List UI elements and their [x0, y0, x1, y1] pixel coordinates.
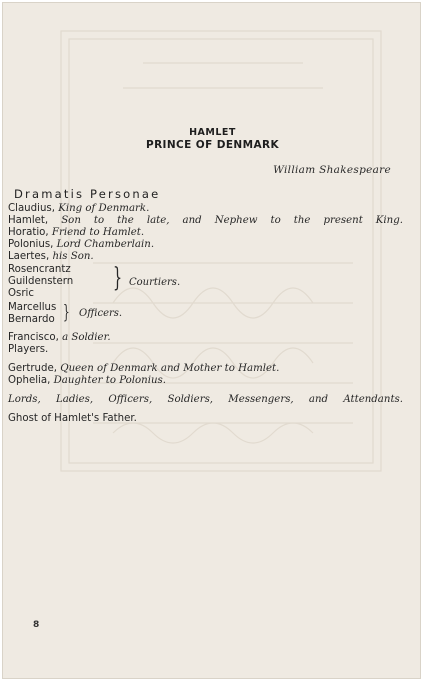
character-marcellus: Marcellus	[8, 302, 57, 313]
character-francisco	[8, 332, 111, 343]
character-guildenstern: Guildenstern	[8, 276, 74, 287]
section-heading: Dramatis Personae	[14, 187, 161, 201]
character-laertes	[8, 251, 94, 262]
play-subtitle: PRINCE OF DENMARK	[145, 139, 280, 151]
character-name: Polonius,	[8, 239, 54, 250]
character-description: Lord Chamberlain.	[56, 239, 155, 250]
character-name: Gertrude,	[8, 363, 57, 374]
page-number: 8	[33, 620, 40, 630]
character-players: Players.	[8, 344, 49, 355]
character-extras	[8, 394, 403, 405]
character-description: Queen of Denmark and Mother to Hamlet.	[60, 363, 280, 374]
character-gertrude	[8, 363, 279, 374]
character-description: Daughter to Polonius.	[53, 375, 167, 386]
character-rosencrantz: Rosencrantz	[8, 264, 71, 275]
character-name: Laertes,	[8, 251, 50, 262]
character-description: Son to the late, and Nephew to the present King.	[61, 215, 403, 226]
courtiers-label: Courtiers.	[129, 277, 181, 288]
character-description: a Soldier.	[62, 332, 111, 343]
character-hamlet	[8, 215, 403, 226]
character-ophelia	[8, 375, 166, 386]
character-bernardo: Bernardo	[8, 314, 55, 325]
character-name: Ophelia,	[8, 375, 51, 386]
character-osric: Osric	[8, 288, 34, 299]
character-name: Horatio,	[8, 227, 49, 238]
play-title: HAMLET	[189, 127, 236, 138]
courtiers-brace: }	[113, 263, 123, 293]
author-name: William Shakespeare	[273, 164, 391, 176]
character-polonius	[8, 239, 154, 250]
officers-brace: }	[63, 301, 70, 323]
officers-label: Officers.	[79, 308, 123, 319]
character-name: Claudius,	[8, 203, 55, 214]
character-description: Friend to Hamlet.	[51, 227, 145, 238]
character-description: his Son.	[52, 251, 94, 262]
extras-text: Lords, Ladies, Officers, Soldiers, Messengers, and Attendants.	[8, 394, 403, 405]
character-name: Hamlet,	[8, 215, 49, 226]
book-page	[2, 2, 421, 679]
character-name: Francisco,	[8, 332, 59, 343]
character-description: King of Denmark.	[58, 203, 150, 214]
character-ghost: Ghost of Hamlet's Father.	[8, 413, 137, 424]
character-claudius	[8, 203, 149, 214]
character-horatio	[8, 227, 144, 238]
